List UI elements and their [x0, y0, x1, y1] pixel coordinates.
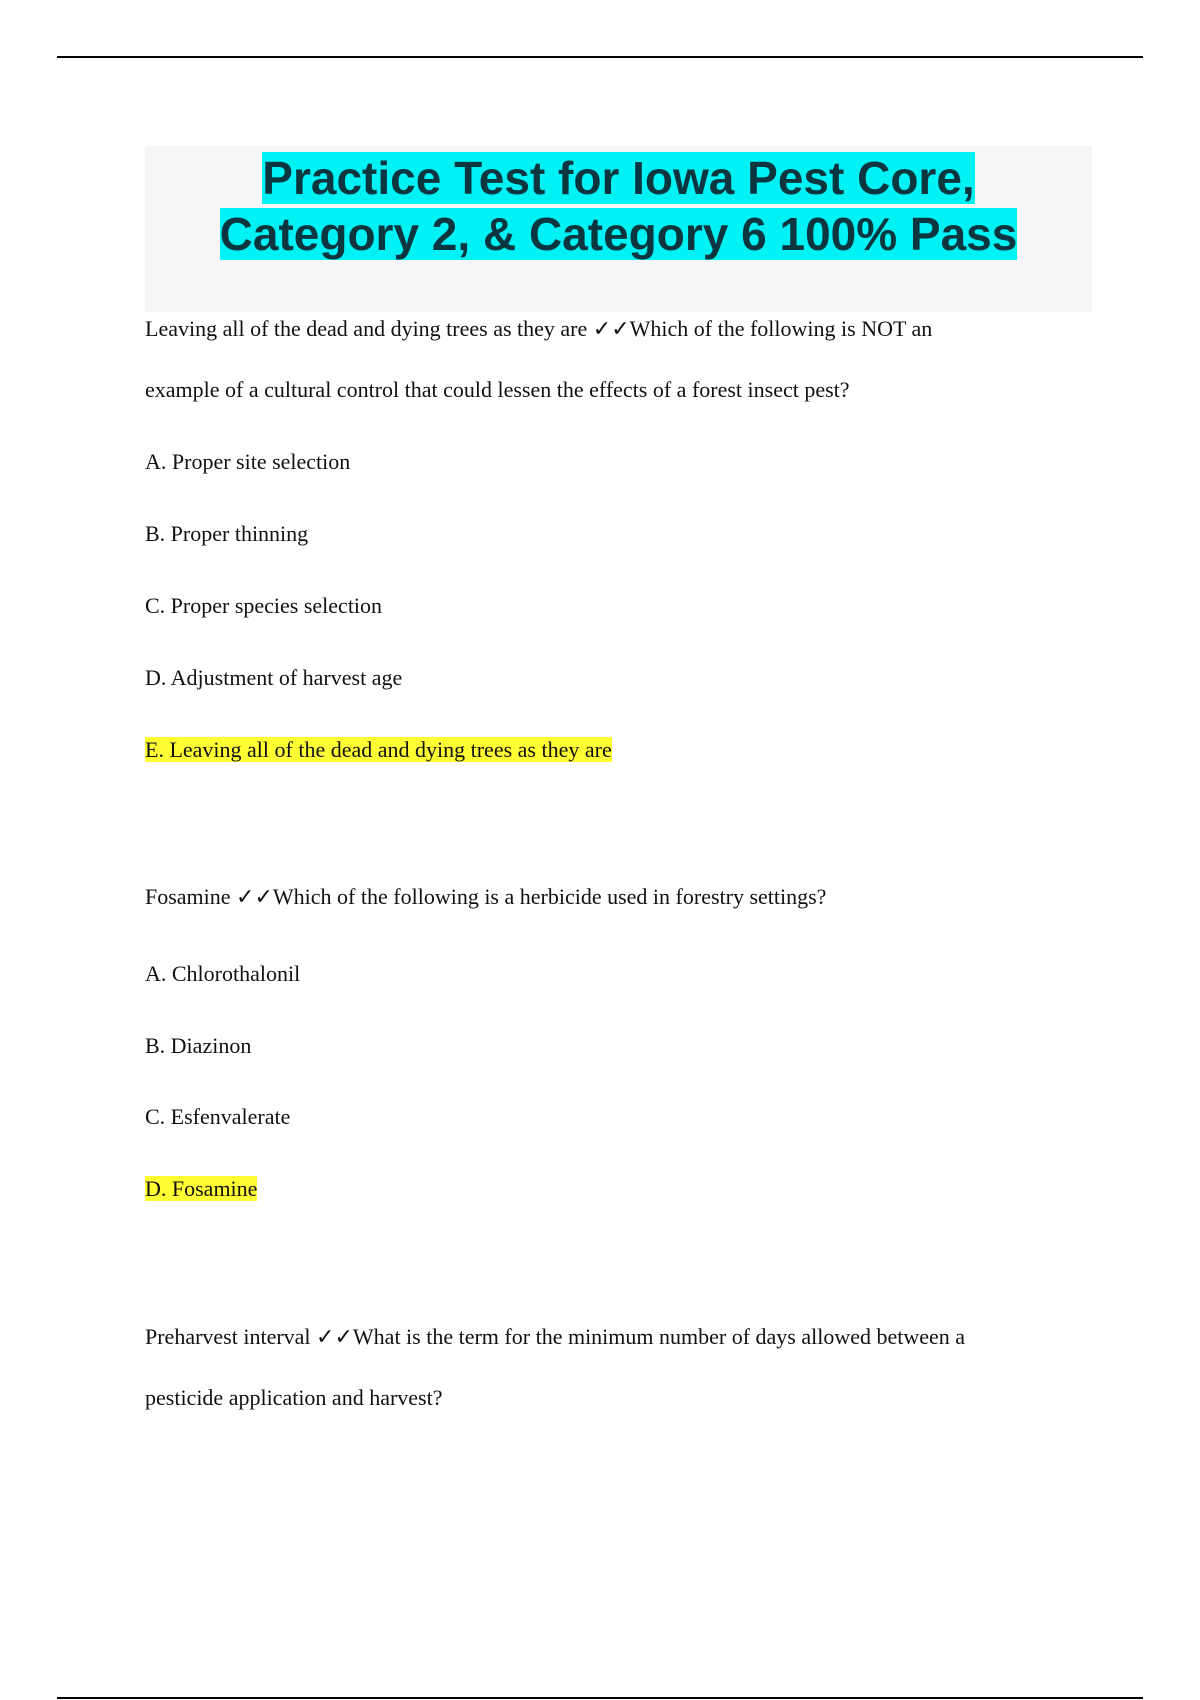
header-rule [57, 56, 1143, 58]
question-1-option-e-answer: E. Leaving all of the dead and dying trees as they are [145, 737, 612, 762]
title-line-2: Category 2, & Category 6 100% Pass [219, 208, 1018, 260]
document-title [145, 146, 1092, 262]
question-2-option-d-answer: D. Fosamine [145, 1176, 258, 1201]
question-3-line-1: Preharvest interval ✓✓What is the term for the minimum number of days allowed between a [145, 1324, 966, 1349]
footer-rule [57, 1697, 1143, 1699]
question-3-line-2: pesticide application and harvest? [145, 1385, 443, 1410]
question-2-line-1: Fosamine ✓✓Which of the following is a herbicide used in forestry settings? [145, 884, 827, 909]
question-1-line-2: example of a cultural control that could lessen the effects of a forest insect pest? [145, 377, 850, 402]
question-1-option-a: A. Proper site selection [145, 449, 351, 474]
question-1-option-c: C. Proper species selection [145, 593, 383, 618]
title-line-1: Practice Test for Iowa Pest Core, [262, 152, 975, 204]
title-box [145, 146, 1092, 312]
question-1-option-d: D. Adjustment of harvest age [145, 665, 403, 690]
question-2-option-a: A. Chlorothalonil [145, 961, 301, 986]
question-1-line-1: Leaving all of the dead and dying trees as they are ✓✓Which of the following is NOT an [145, 316, 933, 341]
question-2-option-b: B. Diazinon [145, 1033, 252, 1058]
question-1-option-b: B. Proper thinning [145, 521, 309, 546]
question-2-option-c: C. Esfenvalerate [145, 1104, 291, 1129]
